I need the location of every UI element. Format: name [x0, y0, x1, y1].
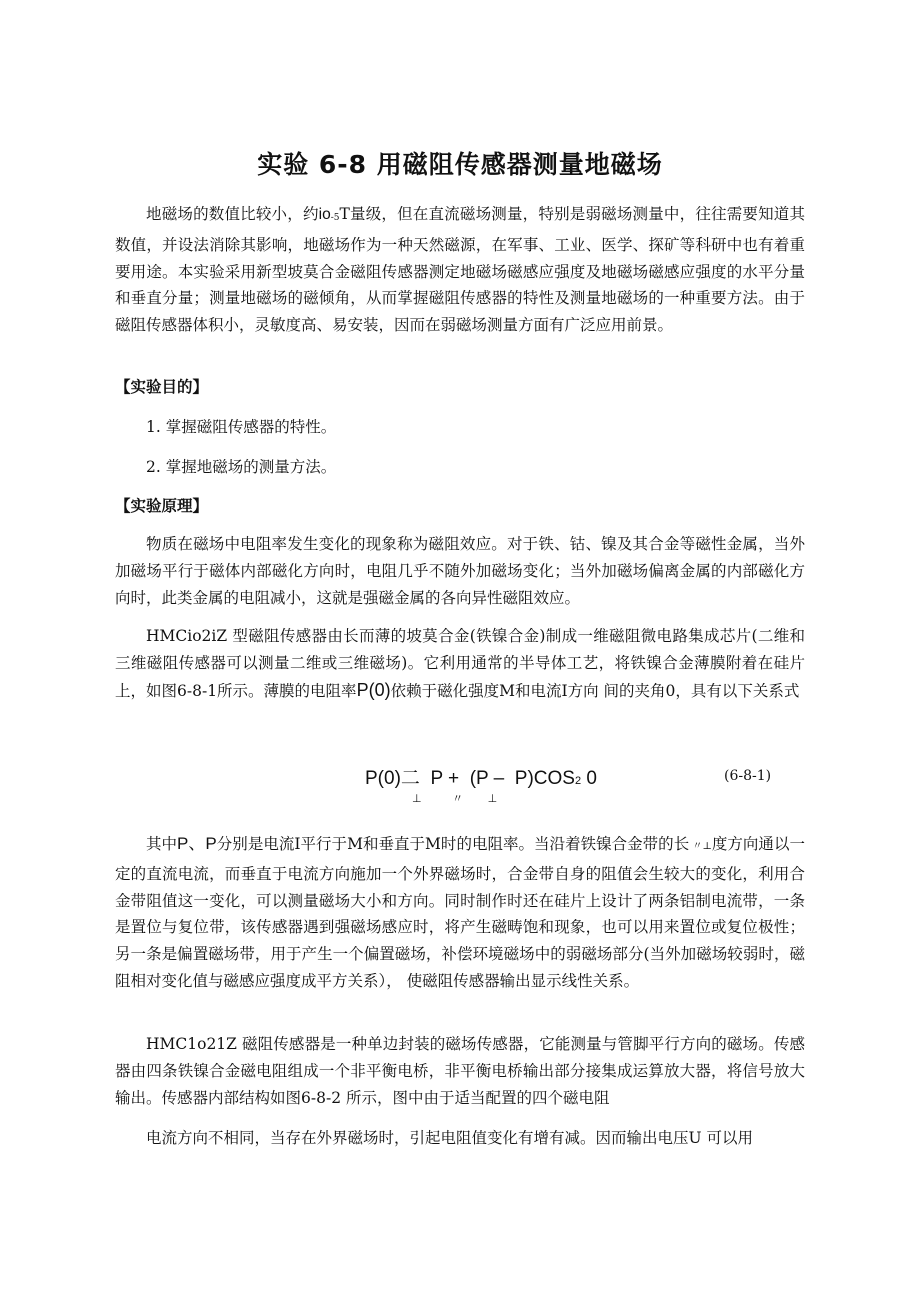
equation-number: (6-8-1) [724, 768, 772, 784]
principle-paragraph-3: 其中P、P分别是电流I平行于M和垂直于M时的电阻率。当沿着铁镍合金带的长 〃⊥度方向通以一定的直流电流，而垂直于电流方向施加一个外界磁场时，合金带自身的阻值会生较大的变化，利用合金带阻值这一变化，可以测量磁场大小和方向。同时制作时还在硅片上设计了两条铝制电流带，一条是置位与复位带，该传感器遇到强磁场感应时，将产生磁畴饱和现象，也可以用来置位或复位极性；另一条是偏置磁场带，用于产生一个偏置磁场，补偿环境磁场中的弱磁场部分(当外加磁场较弱时，磁阻相对变化值与磁感应强度成平方关系）， 使磁阻传感器输出显示线性关系。 [115, 834, 805, 990]
principle-paragraph-5: 电流方向不相同，当存在外界磁场时，引起电阻值变化有增有减。因而输出电压U 可以用 [146, 1129, 753, 1147]
intro-paragraph: 地磁场的数值比较小，约io-5T量级，但在直流磁场测量，特别是弱磁场测量中，往往需要知道其数值，并设法消除其影响，地磁场作为一种天然磁源，在军事、工业、医学、探矿等科研中也有着重要用途。本实验采用新型坡莫合金磁阻传感器测定地磁场磁感应强度及地磁场磁感应强度的水平分量和垂直分量；测量地磁场的磁倾角，从而掌握磁阻传感器的特性及测量地磁场的一种重要方法。由于磁阻传感器体积小，灵敏度高、易安装，因而在弱磁场测量方面有广泛应用前景。 [115, 205, 805, 335]
equation-subscripts: ⊥ 〃 ⊥ [412, 793, 498, 805]
principle-paragraph-2: HMCio2iZ 型磁阻传感器由长而薄的坡莫合金(铁镍合金)制成一维磁阻微电路集成芯片(二维和三维磁阻传感器可以测量二维或三维磁场)。它利用通常的半导体工艺，将铁镍合金薄膜附着在硅片上，如图6-8-1所示。薄膜的电阻率P(0)依赖于磁化强度M和电流I方向 间的夹角0，具有以下关系式 [115, 627, 805, 700]
principle-paragraph-4: HMC1o21Z 磁阻传感器是一种单边封装的磁场传感器，它能测量与管脚平行方向的磁场。传感器由四条铁镍合金磁电阻组成一个非平衡电桥，非平衡电桥输出部分接集成运算放大器，将信号放大输出。传感器内部结构如图6-8-2 所示，图中由于适当配置的四个磁电阻 [115, 1035, 805, 1107]
page-title: 实验 6-8 用磁阻传感器测量地磁场 [257, 150, 663, 179]
principle-paragraph-1: 物质在磁场中电阻率发生变化的现象称为磁阻效应。对于铁、钴、镍及其合金等磁性金属，当外加磁场平行于磁体内部磁化方向时，电阻几乎不随外加磁场变化；当外加磁场偏离金属的内部磁化方向时，此类金属的电阻减小，这就是强磁金属的各向异性磁阻效应。 [115, 535, 805, 607]
purpose-item-2: 2. 掌握地磁场的测量方法。 [146, 458, 337, 476]
equation-6-8-1: P(0)二 P + (P – P)COS2 0 [365, 768, 597, 789]
purpose-heading: 【实验目的】 [115, 378, 209, 396]
principle-heading: 【实验原理】 [115, 497, 209, 515]
purpose-item-1: 1. 掌握磁阻传感器的特性。 [146, 418, 337, 436]
